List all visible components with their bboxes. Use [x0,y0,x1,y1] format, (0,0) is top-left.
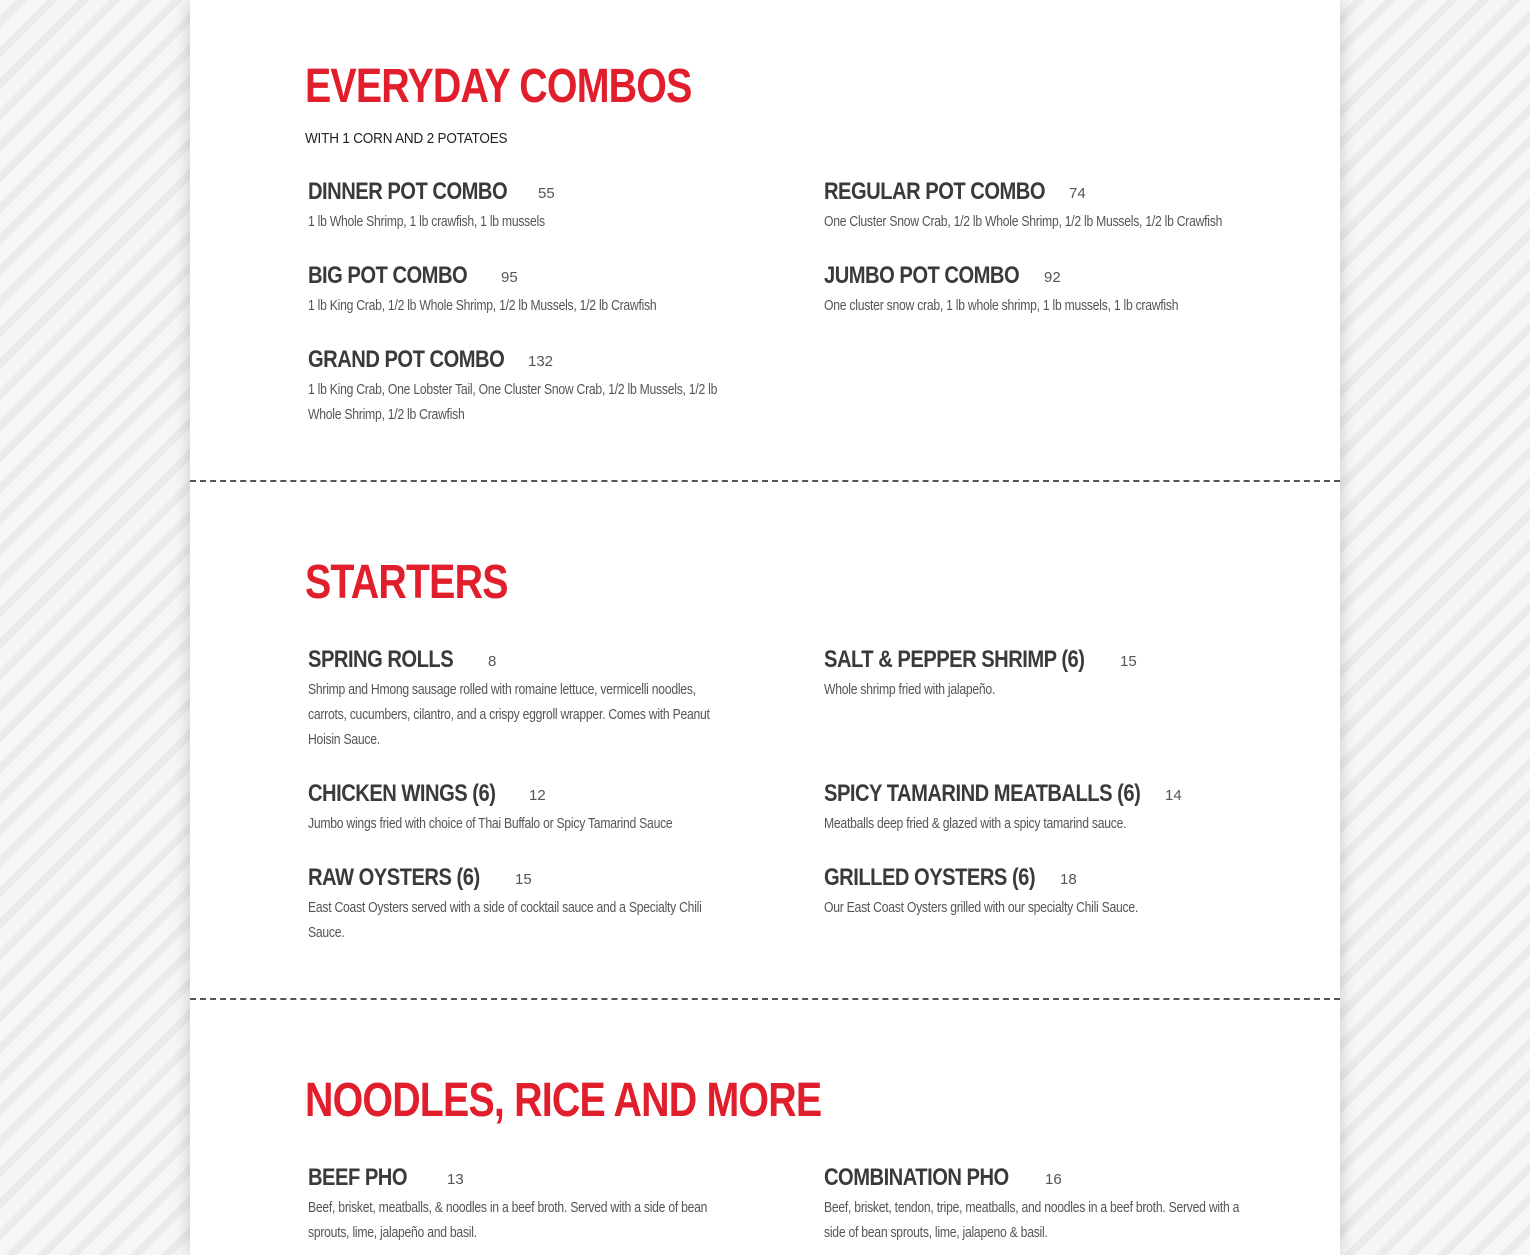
item-price: 15 [515,871,532,888]
item-description: 1 lb Whole Shrimp, 1 lb crawfish, 1 lb mussels [308,214,545,230]
item-name: CHICKEN WINGS (6) [308,780,496,807]
item-description: One Cluster Snow Crab, 1/2 lb Whole Shrimp, 1/2 lb Mussels, 1/2 lb Crawfish [824,214,1223,230]
item-description: Jumbo wings fried with choice of Thai Buffalo or Spicy Tamarind Sauce [308,816,673,832]
section-subtitle: WITH 1 CORN AND 2 POTATOES [305,130,508,147]
item-price: 13 [447,1171,464,1188]
item-name: RAW OYSTERS (6) [308,864,480,891]
section-divider [190,998,1340,1000]
item-price: 92 [1044,269,1061,286]
section-title-everyday-combos: EVERYDAY COMBOS [305,60,692,113]
item-price: 74 [1069,185,1086,202]
item-price: 55 [538,185,555,202]
item-description: East Coast Oysters served with a side of cocktail sauce and a Specialty Chili Sauce. [308,900,702,941]
item-name: COMBINATION PHO [824,1164,1009,1191]
item-description: Meatballs deep fried & glazed with a spicy tamarind sauce. [824,816,1127,832]
section-divider [190,480,1340,482]
section-title-starters: STARTERS [305,556,508,609]
item-price: 132 [528,353,554,370]
item-price: 95 [501,269,518,286]
item-description: Whole shrimp fried with jalapeño. [824,682,996,698]
item-price: 8 [488,653,497,670]
section-title-noodles-rice-and-more: NOODLES, RICE AND MORE [305,1074,822,1127]
item-description: 1 lb King Crab, 1/2 lb Whole Shrimp, 1/2 lb Mussels, 1/2 lb Crawfish [308,298,657,314]
item-description: Our East Coast Oysters grilled with our specialty Chili Sauce. [824,900,1139,916]
item-price: 12 [529,787,546,804]
item-price: 18 [1060,871,1077,888]
item-description: Beef, brisket, tendon, tripe, meatballs, and noodles in a beef broth. Served with a side of bean sprouts, lime, jalapeno & basil. [824,1200,1240,1241]
item-description: Beef, brisket, meatballs, & noodles in a beef broth. Served with a side of bean sprouts, lime, jalapeño and basil. [308,1200,708,1241]
item-name: SPICY TAMARIND MEATBALLS (6) [824,780,1141,807]
item-name: SALT & PEPPER SHRIMP (6) [824,646,1085,673]
menu-page [190,0,1340,1255]
item-name: REGULAR POT COMBO [824,178,1046,205]
item-description: 1 lb King Crab, One Lobster Tail, One Cluster Snow Crab, 1/2 lb Mussels, 1/2 lb Whole Shrimp, 1/2 lb Crawfish [308,382,718,423]
item-name: BEEF PHO [308,1164,408,1191]
item-description: Shrimp and Hmong sausage rolled with romaine lettuce, vermicelli noodles, carrots, cucumbers, cilantro, and a crispy eggroll wrapper. Comes with Peanut Hoisin Sauce. [308,682,710,748]
item-name: JUMBO POT COMBO [824,262,1020,289]
item-price: 14 [1165,787,1182,804]
item-name: GRAND POT COMBO [308,346,505,373]
item-name: SPRING ROLLS [308,646,454,673]
item-price: 16 [1045,1171,1062,1188]
item-name: GRILLED OYSTERS (6) [824,864,1036,891]
item-price: 15 [1120,653,1137,670]
item-name: BIG POT COMBO [308,262,468,289]
item-description: One cluster snow crab, 1 lb whole shrimp, 1 lb mussels, 1 lb crawfish [824,298,1179,314]
item-name: DINNER POT COMBO [308,178,508,205]
